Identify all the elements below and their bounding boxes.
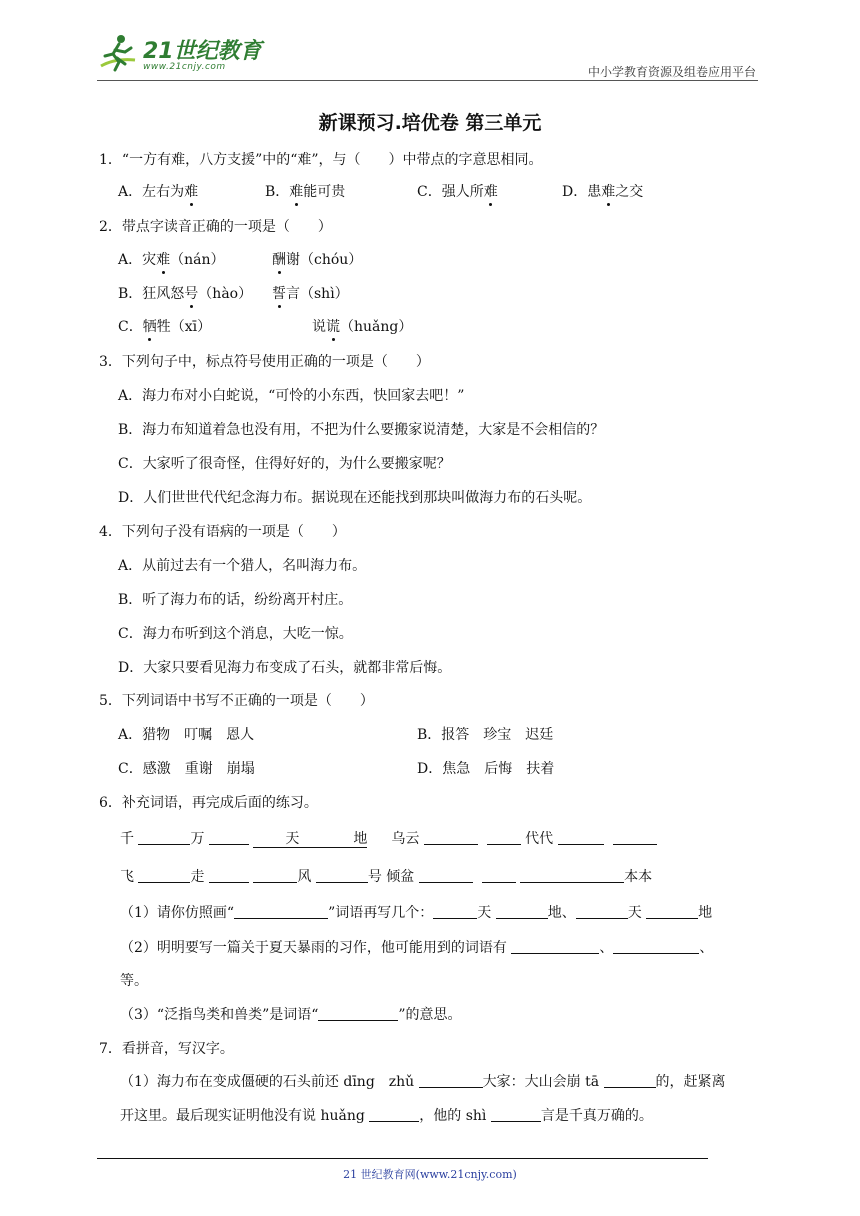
footer-divider [97, 1158, 708, 1159]
q6-row-2: 飞 走 风 号 倾盆 本本 [120, 869, 653, 885]
page-title: 新课预习.培优卷 第三单元 [318, 112, 542, 134]
q1-option-a: A．左右为难 [118, 184, 199, 200]
question-1-stem: 1．“一方有难，八方支援”中的“难”，与（ ）中带点的字意思相同。 [99, 152, 543, 168]
question-2-stem: 2．带点字读音正确的一项是（ ） [99, 219, 332, 235]
blank[interactable] [253, 868, 297, 883]
blank[interactable] [576, 904, 628, 919]
blank[interactable] [318, 1006, 398, 1021]
blank[interactable] [482, 868, 516, 883]
q7-line-1: （1）海力布在变成僵硬的石头前还 dīng zhǔ 大家：大山会崩 tā 的，赶紧离 [120, 1074, 726, 1090]
blank[interactable] [558, 830, 604, 845]
q2-option-a-1: A．灾难（nán） [118, 252, 225, 268]
q4-option-a: A．从前过去有一个猎人，名叫海力布。 [118, 558, 367, 574]
question-7-stem: 7．看拼音，写汉字。 [99, 1041, 234, 1057]
q5-option-b: B．报答 珍宝 迟廷 [417, 727, 554, 743]
q4-option-c: C．海力布听到这个消息，大吃一惊。 [118, 626, 353, 642]
logo-url: www.21cnjy.com [143, 62, 226, 72]
blank[interactable] [419, 868, 473, 883]
blank[interactable] [433, 904, 477, 919]
blank[interactable] [369, 1107, 419, 1122]
q3-option-b: B．海力布知道着急也没有用，不把为什么要搬家说清楚，大家是不会相信的？ [118, 422, 605, 438]
header-platform-name: 中小学教育资源及组卷应用平台 [587, 65, 756, 79]
q5-option-a: A．猎物 叮嘱 恩人 [118, 727, 255, 743]
q6-sub-1: （1）请你仿照画“ ”词语再写几个： 天 地、 天 地 [120, 905, 713, 921]
blank[interactable] [138, 830, 190, 845]
blank[interactable] [604, 1073, 656, 1088]
question-6-stem: 6．补充词语，再完成后面的练习。 [99, 795, 318, 811]
blank[interactable] [138, 868, 190, 883]
blank[interactable] [316, 868, 368, 883]
q5-option-d: D．焦急 后悔 扶着 [417, 761, 555, 777]
blank[interactable] [520, 868, 624, 883]
blank[interactable] [613, 939, 699, 954]
blank[interactable] [234, 904, 328, 919]
q3-option-d: D．人们世世代代纪念海力布。据说现在还能找到那块叫做海力布的石头呢。 [118, 490, 592, 506]
logo-text: 21世纪教育 [143, 39, 262, 64]
q1-option-b: B．难能可贵 [265, 184, 346, 200]
q4-option-d: D．大家只要看见海力布变成了石头，就都非常后悔。 [118, 660, 452, 676]
q6-row-1: 千 万 天 地 乌云 代代 [120, 830, 657, 848]
question-3-stem: 3．下列句子中，标点符号使用正确的一项是（ ） [99, 354, 430, 370]
q3-option-a: A．海力布对小白蛇说，“可怜的小东西，快回家去吧！” [118, 388, 465, 404]
q7-line-2: 开这里。最后现实证明他没有说 huǎng ，他的 shì 言是千真万确的。 [120, 1108, 653, 1124]
question-5-stem: 5．下列词语中书写不正确的一项是（ ） [99, 693, 374, 709]
q5-option-c: C．感激 重谢 崩塌 [118, 761, 255, 777]
footer-link[interactable]: 21 世纪教育网(www.21cnjy.com) [343, 1168, 517, 1181]
blank[interactable] [511, 939, 599, 954]
q2-option-b-1: B．狂风怒号（hào） [118, 286, 253, 302]
blank[interactable] [419, 1073, 483, 1088]
blank[interactable] [613, 830, 657, 845]
q2-option-c-1: C．牺牲（xī） [118, 319, 212, 335]
blank[interactable] [209, 868, 249, 883]
q6-sub-2: （2）明明要写一篇关于夏天暴雨的习作，他可能用到的词语有 、 、 [120, 940, 714, 956]
header-divider [97, 80, 758, 81]
q1-option-d: D．患难之交 [562, 184, 644, 200]
q2-option-b-2: 誓言（shì） [272, 286, 349, 302]
blank[interactable] [209, 830, 249, 845]
q2-option-c-2: 说谎（huǎng） [312, 319, 413, 335]
q1-option-c: C．强人所难 [417, 184, 498, 200]
q4-option-b: B．听了海力布的话，纷纷离开村庄。 [118, 592, 353, 608]
q3-option-c: C．大家听了很奇怪，住得好好的，为什么要搬家呢？ [118, 456, 451, 472]
blank[interactable] [424, 830, 478, 845]
q6-sub-3: （3）“泛指鸟类和兽类”是词语“ ”的意思。 [120, 1007, 462, 1023]
q6-sub-2-end: 等。 [120, 973, 148, 989]
blank[interactable] [487, 830, 521, 845]
blank[interactable] [496, 904, 548, 919]
q2-option-a-2: 酬谢（chóu） [272, 252, 363, 268]
question-4-stem: 4．下列句子没有语病的一项是（ ） [99, 524, 346, 540]
blank[interactable] [646, 904, 698, 919]
blank[interactable] [491, 1107, 541, 1122]
